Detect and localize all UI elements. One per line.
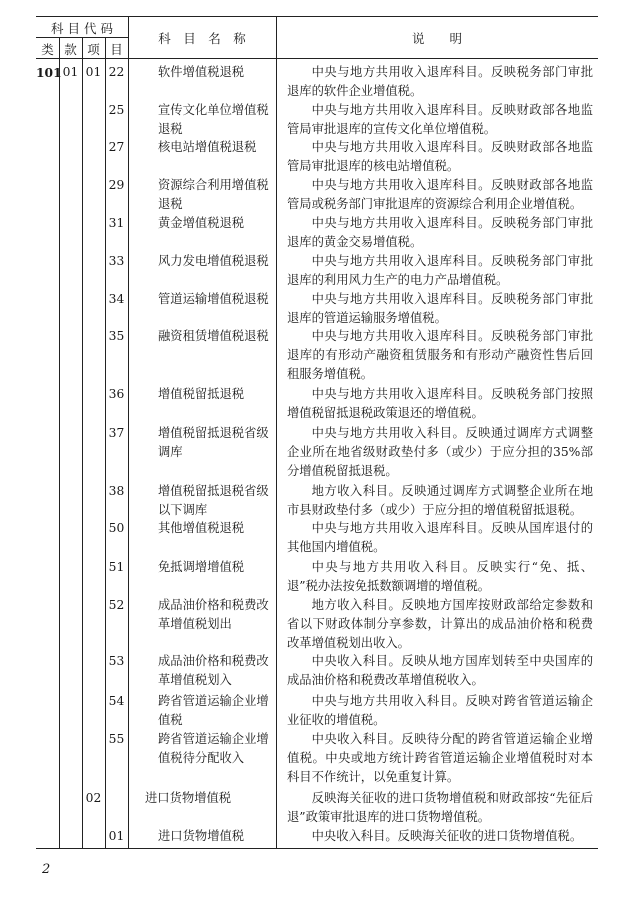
row-subject-name: 跨省管道运输企业增值税待分配收入 <box>158 732 269 765</box>
row-code-mu: 52 <box>108 598 125 612</box>
row-description: 中央与地方共用收入退库科目。反映税务部门审批退库的有形动产融资租赁服务和有形动产融资性售后回租服务增值税。 <box>287 329 593 381</box>
header-name: 科 目 名 称 <box>158 31 246 46</box>
col-rule-5 <box>276 16 277 848</box>
row-code-mu: 22 <box>108 65 125 79</box>
row-code-xiang: 02 <box>85 791 102 805</box>
row-subject-name: 成品油价格和税费改革增值税划出 <box>158 598 269 631</box>
col-rule-2 <box>82 37 83 848</box>
row-subject-name: 免抵调增增值税 <box>158 560 245 574</box>
row-subject-name: 跨省管道运输企业增值税 <box>158 694 269 727</box>
row-code-xiang: 01 <box>85 65 102 79</box>
row-subject-name: 增值税留抵退税 <box>158 387 245 401</box>
row-code-mu: 01 <box>108 829 125 843</box>
row-code-mu: 35 <box>108 329 125 343</box>
row-code-mu: 34 <box>108 292 125 306</box>
row-subject-name: 进口货物增值税 <box>145 791 232 805</box>
row-description: 中央与地方共用收入科目。反映对跨省管道运输企业征收的增值税。 <box>287 694 593 727</box>
row-subject-name: 资源综合利用增值税退税 <box>158 178 269 211</box>
row-description: 中央与地方共用收入退库科目。反映从国库退付的其他国内增值税。 <box>287 521 593 554</box>
row-description: 中央与地方共用收入科目。反映实行“免、抵、退”税办法按免抵数额调增的增值税。 <box>287 560 593 593</box>
header-col-mu: 目 <box>110 42 123 57</box>
col-rule-4 <box>128 16 129 848</box>
row-code-mu: 33 <box>108 254 125 268</box>
row-subject-name: 黄金增值税退税 <box>158 216 245 230</box>
row-subject-name: 核电站增值税退税 <box>158 140 257 154</box>
col-rule-1 <box>59 37 60 848</box>
row-code-mu: 29 <box>108 178 125 192</box>
row-subject-name: 增值税留抵退税省级调库 <box>158 426 269 459</box>
row-code-mu: 50 <box>108 521 125 535</box>
row-subject-name: 其他增值税退税 <box>158 521 245 535</box>
row-code-kuan: 01 <box>62 65 79 79</box>
row-code-mu: 38 <box>108 484 125 498</box>
row-code-mu: 53 <box>108 654 125 668</box>
row-description: 中央与地方共用收入科目。反映通过调库方式调整企业所在地省级财政垫付多（或少）于应分担的35%部分增值税留抵退税。 <box>287 426 593 478</box>
row-code-lei: 101 <box>36 65 62 80</box>
header-code-group: 科 目 代 码 <box>51 21 113 36</box>
row-description: 地方收入科目。反映地方国库按财政部给定参数和省以下财政体制分享参数，计算出的成品油价格和税费改革增值税划出收入。 <box>287 598 593 650</box>
row-description: 中央收入科目。反映待分配的跨省管道运输企业增值税。中央或地方统计跨省管道运输企业增值税时对本科目不作统计，以免重复计算。 <box>287 732 593 784</box>
table-top-rule <box>36 16 598 17</box>
row-subject-name: 成品油价格和税费改革增值税划入 <box>158 654 269 687</box>
row-description: 中央收入科目。反映海关征收的进口货物增值税。 <box>311 829 583 843</box>
row-description: 中央收入科目。反映从地方国库划转至中央国库的成品油价格和税费改革增值税收入。 <box>287 654 593 687</box>
header-description: 说 明 <box>411 31 462 46</box>
row-description: 中央与地方共用收入退库科目。反映财政部各地监管局或税务部门审批退库的资源综合利用企业增值税。 <box>287 178 593 211</box>
row-description: 中央与地方共用收入退库科目。反映税务部门审批退库的黄金交易增值税。 <box>287 216 593 249</box>
row-subject-name: 软件增值税退税 <box>158 65 245 79</box>
header-col-lei: 类 <box>41 42 54 57</box>
row-code-mu: 51 <box>108 560 125 574</box>
row-description: 中央与地方共用收入退库科目。反映税务部门按照增值税留抵退税政策退还的增值税。 <box>287 387 593 420</box>
page-number: 2 <box>42 862 51 877</box>
row-description: 中央与地方共用收入退库科目。反映税务部门审批退库的管道运输服务增值税。 <box>287 292 593 325</box>
row-subject-name: 宣传文化单位增值税退税 <box>158 103 269 136</box>
table-bottom-rule <box>36 848 598 849</box>
row-subject-name: 风力发电增值税退税 <box>158 254 269 268</box>
row-code-mu: 31 <box>108 216 125 230</box>
row-code-mu: 27 <box>108 140 125 154</box>
row-subject-name: 进口货物增值税 <box>158 829 245 843</box>
row-subject-name: 融资租赁增值税退税 <box>158 329 269 343</box>
row-code-mu: 54 <box>108 694 125 708</box>
row-description: 中央与地方共用收入退库科目。反映财政部各地监管局审批退库的核电站增值税。 <box>287 140 593 173</box>
row-subject-name: 管道运输增值税退税 <box>158 292 269 306</box>
row-description: 中央与地方共用收入退库科目。反映税务部门审批退库的软件企业增值税。 <box>287 65 593 98</box>
row-code-mu: 36 <box>108 387 125 401</box>
header-col-xiang: 项 <box>87 42 100 57</box>
row-code-mu: 37 <box>108 426 125 440</box>
row-code-mu: 25 <box>108 103 125 117</box>
row-description: 中央与地方共用收入退库科目。反映税务部门审批退库的利用风力生产的电力产品增值税。 <box>287 254 593 287</box>
row-description: 中央与地方共用收入退库科目。反映财政部各地监管局审批退库的宣传文化单位增值税。 <box>287 103 593 136</box>
row-description: 反映海关征收的进口货物增值税和财政部按“先征后退”政策审批退库的进口货物增值税。 <box>287 791 593 824</box>
row-subject-name: 增值税留抵退税省级以下调库 <box>158 484 269 517</box>
header-col-kuan: 款 <box>64 42 77 57</box>
row-code-mu: 55 <box>108 732 125 746</box>
header-bottom-rule <box>36 58 598 59</box>
row-description: 地方收入科目。反映通过调库方式调整企业所在地市县财政垫付多（或少）于应分担的增值税留抵退税。 <box>287 484 593 517</box>
